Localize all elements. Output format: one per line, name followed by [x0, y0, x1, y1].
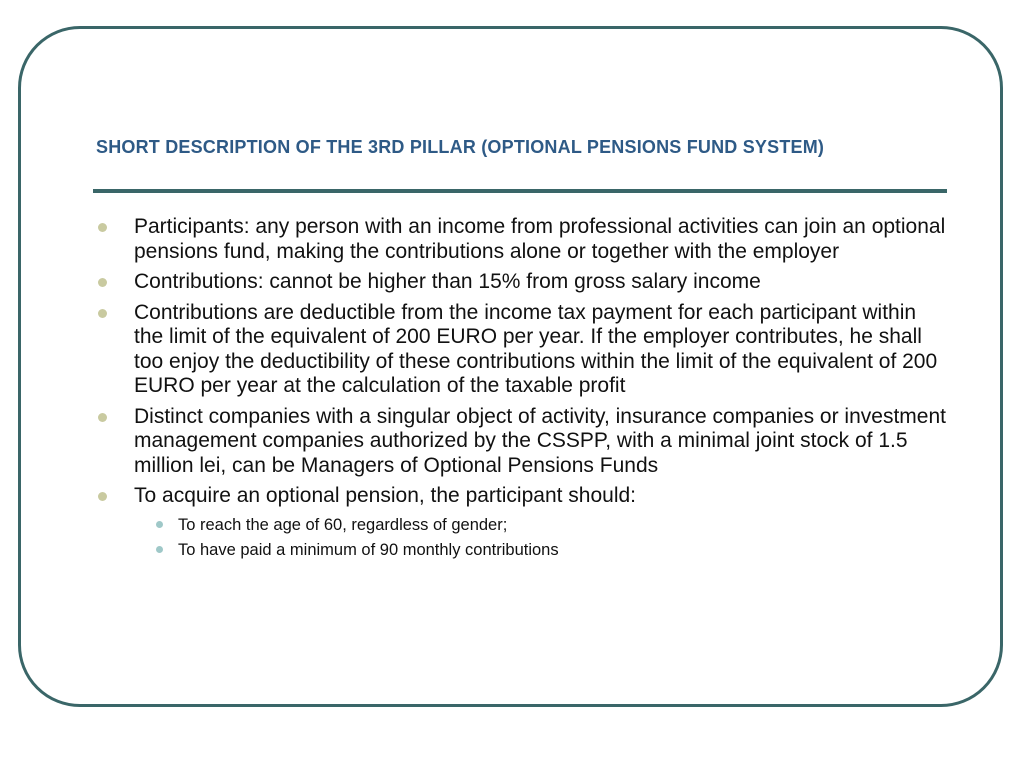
bullet-item: [98, 215, 948, 264]
bullet-text: Participants: any person with an income from professional activities can join an optional pensions fund, making the contributions alone or together with the employer: [134, 215, 946, 263]
bullet-dot-icon: [98, 492, 107, 501]
sub-bullet-text: To have paid a minimum of 90 monthly contributions: [178, 540, 559, 559]
bullet-item: [98, 301, 948, 399]
bullet-dot-icon: [98, 413, 107, 422]
bullet-text: Distinct companies with a singular object of activity, insurance companies or investment management companies authorized by the CSSPP, with a minimal joint stock of 1.5 million lei, can be Managers of Optional Pensions Funds: [134, 404, 946, 477]
bullet-dot-icon: [98, 278, 107, 287]
bullet-text: Contributions: cannot be higher than 15% from gross salary income: [134, 270, 761, 293]
slide-title: SHORT DESCRIPTION OF THE 3RD PILLAR (OPTIONAL PENSIONS FUND SYSTEM): [96, 137, 825, 157]
sub-bullet-list: [134, 513, 948, 563]
bullet-text: To acquire an optional pension, the participant should:: [134, 484, 637, 507]
sub-bullet-item: [134, 513, 948, 538]
bullet-list: [98, 215, 948, 569]
title-divider: [93, 189, 947, 193]
bullet-text: Contributions are deductible from the income tax payment for each participant within the limit of the equivalent of 200 EURO per year. If the employer contributes, he shall too enjoy the deductibility of these contributions within the limit of the equivalent of 200 EURO per year at the calculation of the taxable profit: [134, 300, 938, 397]
bullet-dot-icon: [98, 309, 107, 318]
bullet-item: [98, 405, 948, 479]
sub-bullet-item: [134, 538, 948, 563]
bullet-dot-icon: [98, 223, 107, 232]
sub-bullet-dot-icon: [156, 546, 163, 553]
bullet-item: [98, 270, 948, 295]
sub-bullet-dot-icon: [156, 521, 163, 528]
bullet-item: [98, 484, 948, 563]
sub-bullet-text: To reach the age of 60, regardless of gender;: [178, 515, 508, 534]
